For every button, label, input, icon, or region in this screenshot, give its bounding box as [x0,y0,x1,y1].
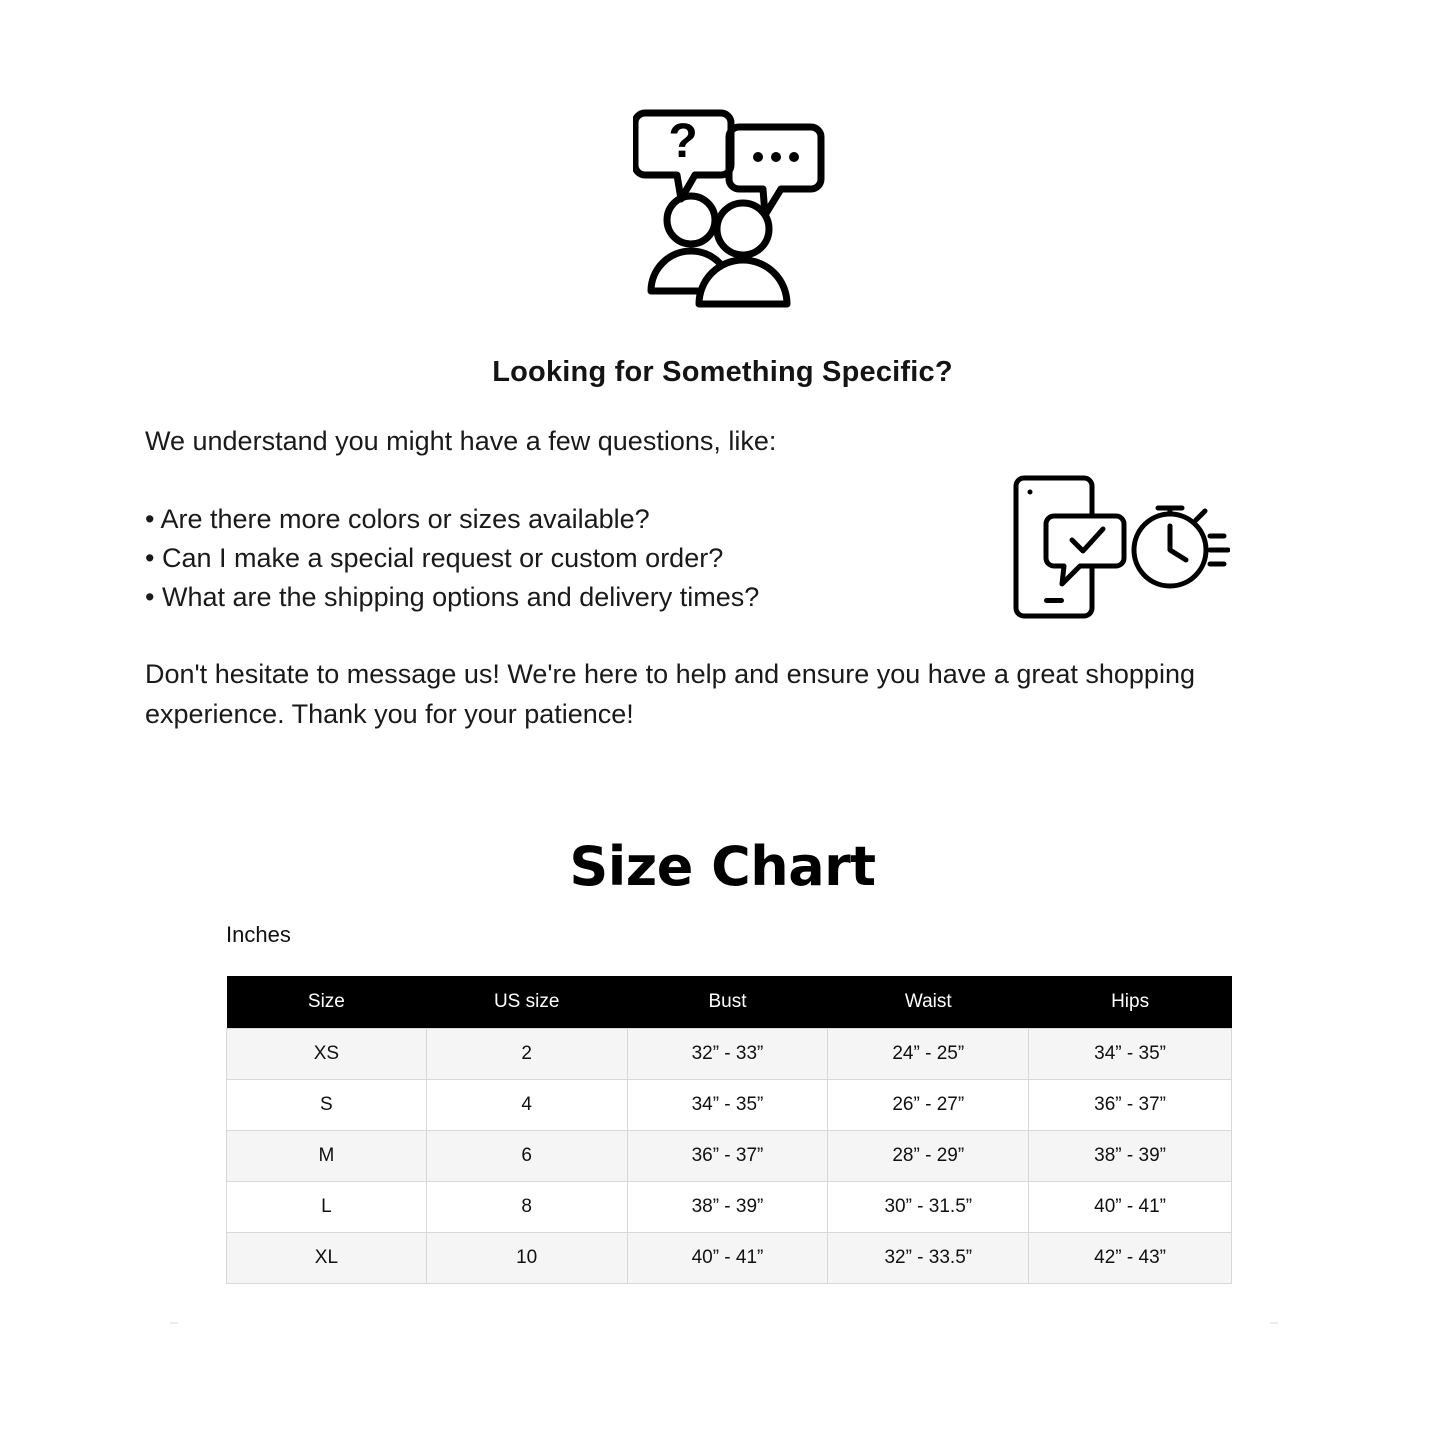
cell-hips: 36” - 37” [1029,1080,1232,1131]
cell-waist: 28” - 29” [828,1131,1029,1182]
column-header-hips: Hips [1029,976,1232,1029]
cell-size: XS [227,1029,427,1080]
cell-bust: 36” - 37” [627,1131,828,1182]
intro-text: We understand you might have a few questions, like: [145,426,777,456]
cell-hips: 38” - 39” [1029,1131,1232,1182]
cell-waist: 26” - 27” [828,1080,1029,1131]
cell-bust: 40” - 41” [627,1233,828,1284]
table-row [227,1131,1232,1182]
cell-us-size: 4 [426,1080,627,1131]
cell-waist: 30” - 31.5” [828,1182,1029,1233]
size-chart-units: Inches [226,922,291,947]
cell-us-size: 8 [426,1182,627,1233]
cell-bust: 34” - 35” [627,1080,828,1131]
cell-hips: 42” - 43” [1029,1233,1232,1284]
svg-text:?: ? [668,115,698,168]
edge-tick-right [1270,1322,1278,1324]
cell-waist: 32” - 33.5” [828,1233,1029,1284]
column-header-us-size: US size [426,976,627,1029]
cell-waist: 24” - 25” [828,1029,1029,1080]
cell-size: M [227,1131,427,1182]
cell-us-size: 6 [426,1131,627,1182]
cell-hips: 34” - 35” [1029,1029,1232,1080]
cell-size: L [227,1182,427,1233]
speech-bubbles-people-icon [633,95,833,310]
list-item: • Can I make a special request or custom order? [145,543,724,574]
closing-text: Don't hesitate to message us! We're here to help and ensure you have a great shopping experience. Thank you for your patience! [145,659,1195,729]
table-header-row [227,976,1232,1029]
list-item: • Are there more colors or sizes available? [145,504,650,534]
cell-us-size: 10 [426,1233,627,1284]
cell-bust: 38” - 39” [627,1182,828,1233]
column-header-bust: Bust [627,976,828,1029]
cell-bust: 32” - 33” [627,1029,828,1080]
list-item: • What are the shipping options and delivery times? [145,582,760,613]
column-header-waist: Waist [828,976,1029,1029]
table-row [227,1182,1232,1233]
phone-fast-reply-icon [1010,470,1230,625]
cell-size: S [227,1080,427,1131]
table-row [227,1029,1232,1080]
column-header-size: Size [227,976,427,1029]
question-list [145,500,759,617]
edge-tick-left [170,1322,178,1324]
size-chart-table [226,976,1232,1284]
cell-size: XL [227,1233,427,1284]
page-title: Looking for Something Specific? [492,356,953,388]
cell-hips: 40” - 41” [1029,1182,1232,1233]
size-chart-title: Size Chart [569,835,876,898]
table-row [227,1233,1232,1284]
table-row [227,1080,1232,1131]
cell-us-size: 2 [426,1029,627,1080]
